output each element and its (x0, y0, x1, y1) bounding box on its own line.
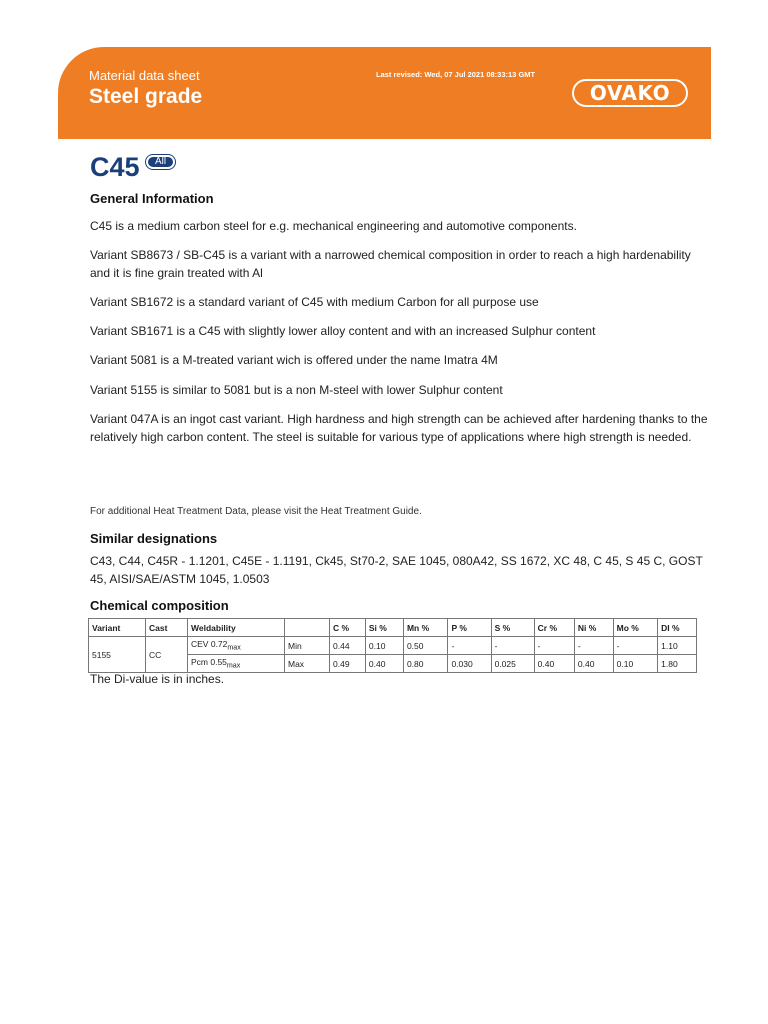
value-cell: 0.40 (574, 655, 613, 673)
grade-badge: All (146, 155, 175, 169)
general-paragraph: Variant SB1672 is a standard variant of C45 with medium Carbon for all purpose use (90, 295, 539, 309)
table-header-cell: Mn % (403, 619, 448, 637)
weldability-subscript: max (226, 661, 241, 670)
table-header-cell: DI % (658, 619, 697, 637)
table-header-cell: Cr % (534, 619, 574, 637)
header-banner (58, 47, 711, 139)
heat-treatment-note: For additional Heat Treatment Data, please visit the Heat Treatment Guide. (90, 506, 422, 517)
table-header-cell: S % (491, 619, 534, 637)
table-header-cell: Variant (89, 619, 146, 637)
value-cell: 0.10 (613, 655, 658, 673)
weldability-subscript: max (227, 643, 241, 652)
weldability-value: Pcm 0.55 (191, 657, 227, 668)
cast-cell: CC (146, 637, 188, 673)
table-row (89, 637, 697, 655)
value-cell: 0.10 (365, 637, 403, 655)
limit-cell: Max (285, 655, 330, 673)
general-paragraph: Variant 5155 is similar to 5081 but is a non M-steel with lower Sulphur content (90, 383, 503, 397)
value-cell: 0.40 (534, 655, 574, 673)
value-cell: 0.50 (403, 637, 448, 655)
table-header-cell: Weldability (188, 619, 285, 637)
general-paragraph: Variant SB8673 / SB-C45 is a variant with a narrowed chemical composition in order to reach a high hardenability and it is fine grain treated with Al (90, 248, 691, 280)
value-cell: - (534, 637, 574, 655)
table-header-cell: Ni % (574, 619, 613, 637)
general-paragraph: Variant 5081 is a M-treated variant wich is offered under the name Imatra 4M (90, 353, 498, 367)
chemical-composition-heading: Chemical composition (90, 598, 229, 613)
weldability-cell (188, 637, 285, 655)
general-paragraph: Variant 047A is an ingot cast variant. High hardness and high strength can be achieved after hardening thanks to the relatively high carbon content. The steel is suitable for various type of applications where high strength is needed. (90, 412, 708, 444)
general-info-heading: General Information (90, 191, 214, 206)
general-paragraph: C45 is a medium carbon steel for e.g. mechanical engineering and automotive components. (90, 219, 577, 233)
di-value-footnote: The Di-value is in inches. (90, 672, 225, 686)
chemical-composition-table (88, 618, 697, 673)
table-header-row (89, 619, 697, 637)
general-paragraph: Variant SB1671 is a C45 with slightly lower alloy content and with an increased Sulphur content (90, 324, 596, 338)
value-cell: - (448, 637, 491, 655)
table-header-cell: Cast (146, 619, 188, 637)
value-cell: - (613, 637, 658, 655)
table-header-cell: Mo % (613, 619, 658, 637)
limit-cell: Min (285, 637, 330, 655)
value-cell: 0.44 (330, 637, 366, 655)
last-revised: Last revised: Wed, 07 Jul 2021 08:33:13 GMT (376, 70, 536, 79)
value-cell: 0.025 (491, 655, 534, 673)
similar-designations-text: C43, C44, C45R - 1.1201, C45E - 1.1191, Ck45, St70-2, SAE 1045, 080A42, SS 1672, XC 48, C 45, S 45 C, GOST 45, AISI/SAE/ASTM 1045, 1.0503 (90, 554, 703, 586)
value-cell: - (574, 637, 613, 655)
value-cell: 0.030 (448, 655, 491, 673)
header-title: Steel grade (89, 85, 203, 108)
value-cell: 0.49 (330, 655, 366, 673)
table-header-cell: C % (330, 619, 366, 637)
weldability-value: CEV 0.72 (191, 639, 228, 650)
value-cell: 0.40 (365, 655, 403, 673)
value-cell: 0.80 (403, 655, 448, 673)
value-cell: - (491, 637, 534, 655)
variant-cell: 5155 (89, 637, 146, 673)
weldability-cell (188, 655, 285, 673)
table-header-cell: P % (448, 619, 491, 637)
table-header-cell: Si % (365, 619, 403, 637)
value-cell: 1.80 (658, 655, 697, 673)
similar-designations-heading: Similar designations (90, 531, 218, 546)
grade-name: C45 (90, 152, 140, 182)
ovako-logo: OVAKO (572, 79, 688, 107)
header-subtitle: Material data sheet (89, 68, 200, 83)
table-header-cell (285, 619, 330, 637)
value-cell: 1.10 (658, 637, 697, 655)
